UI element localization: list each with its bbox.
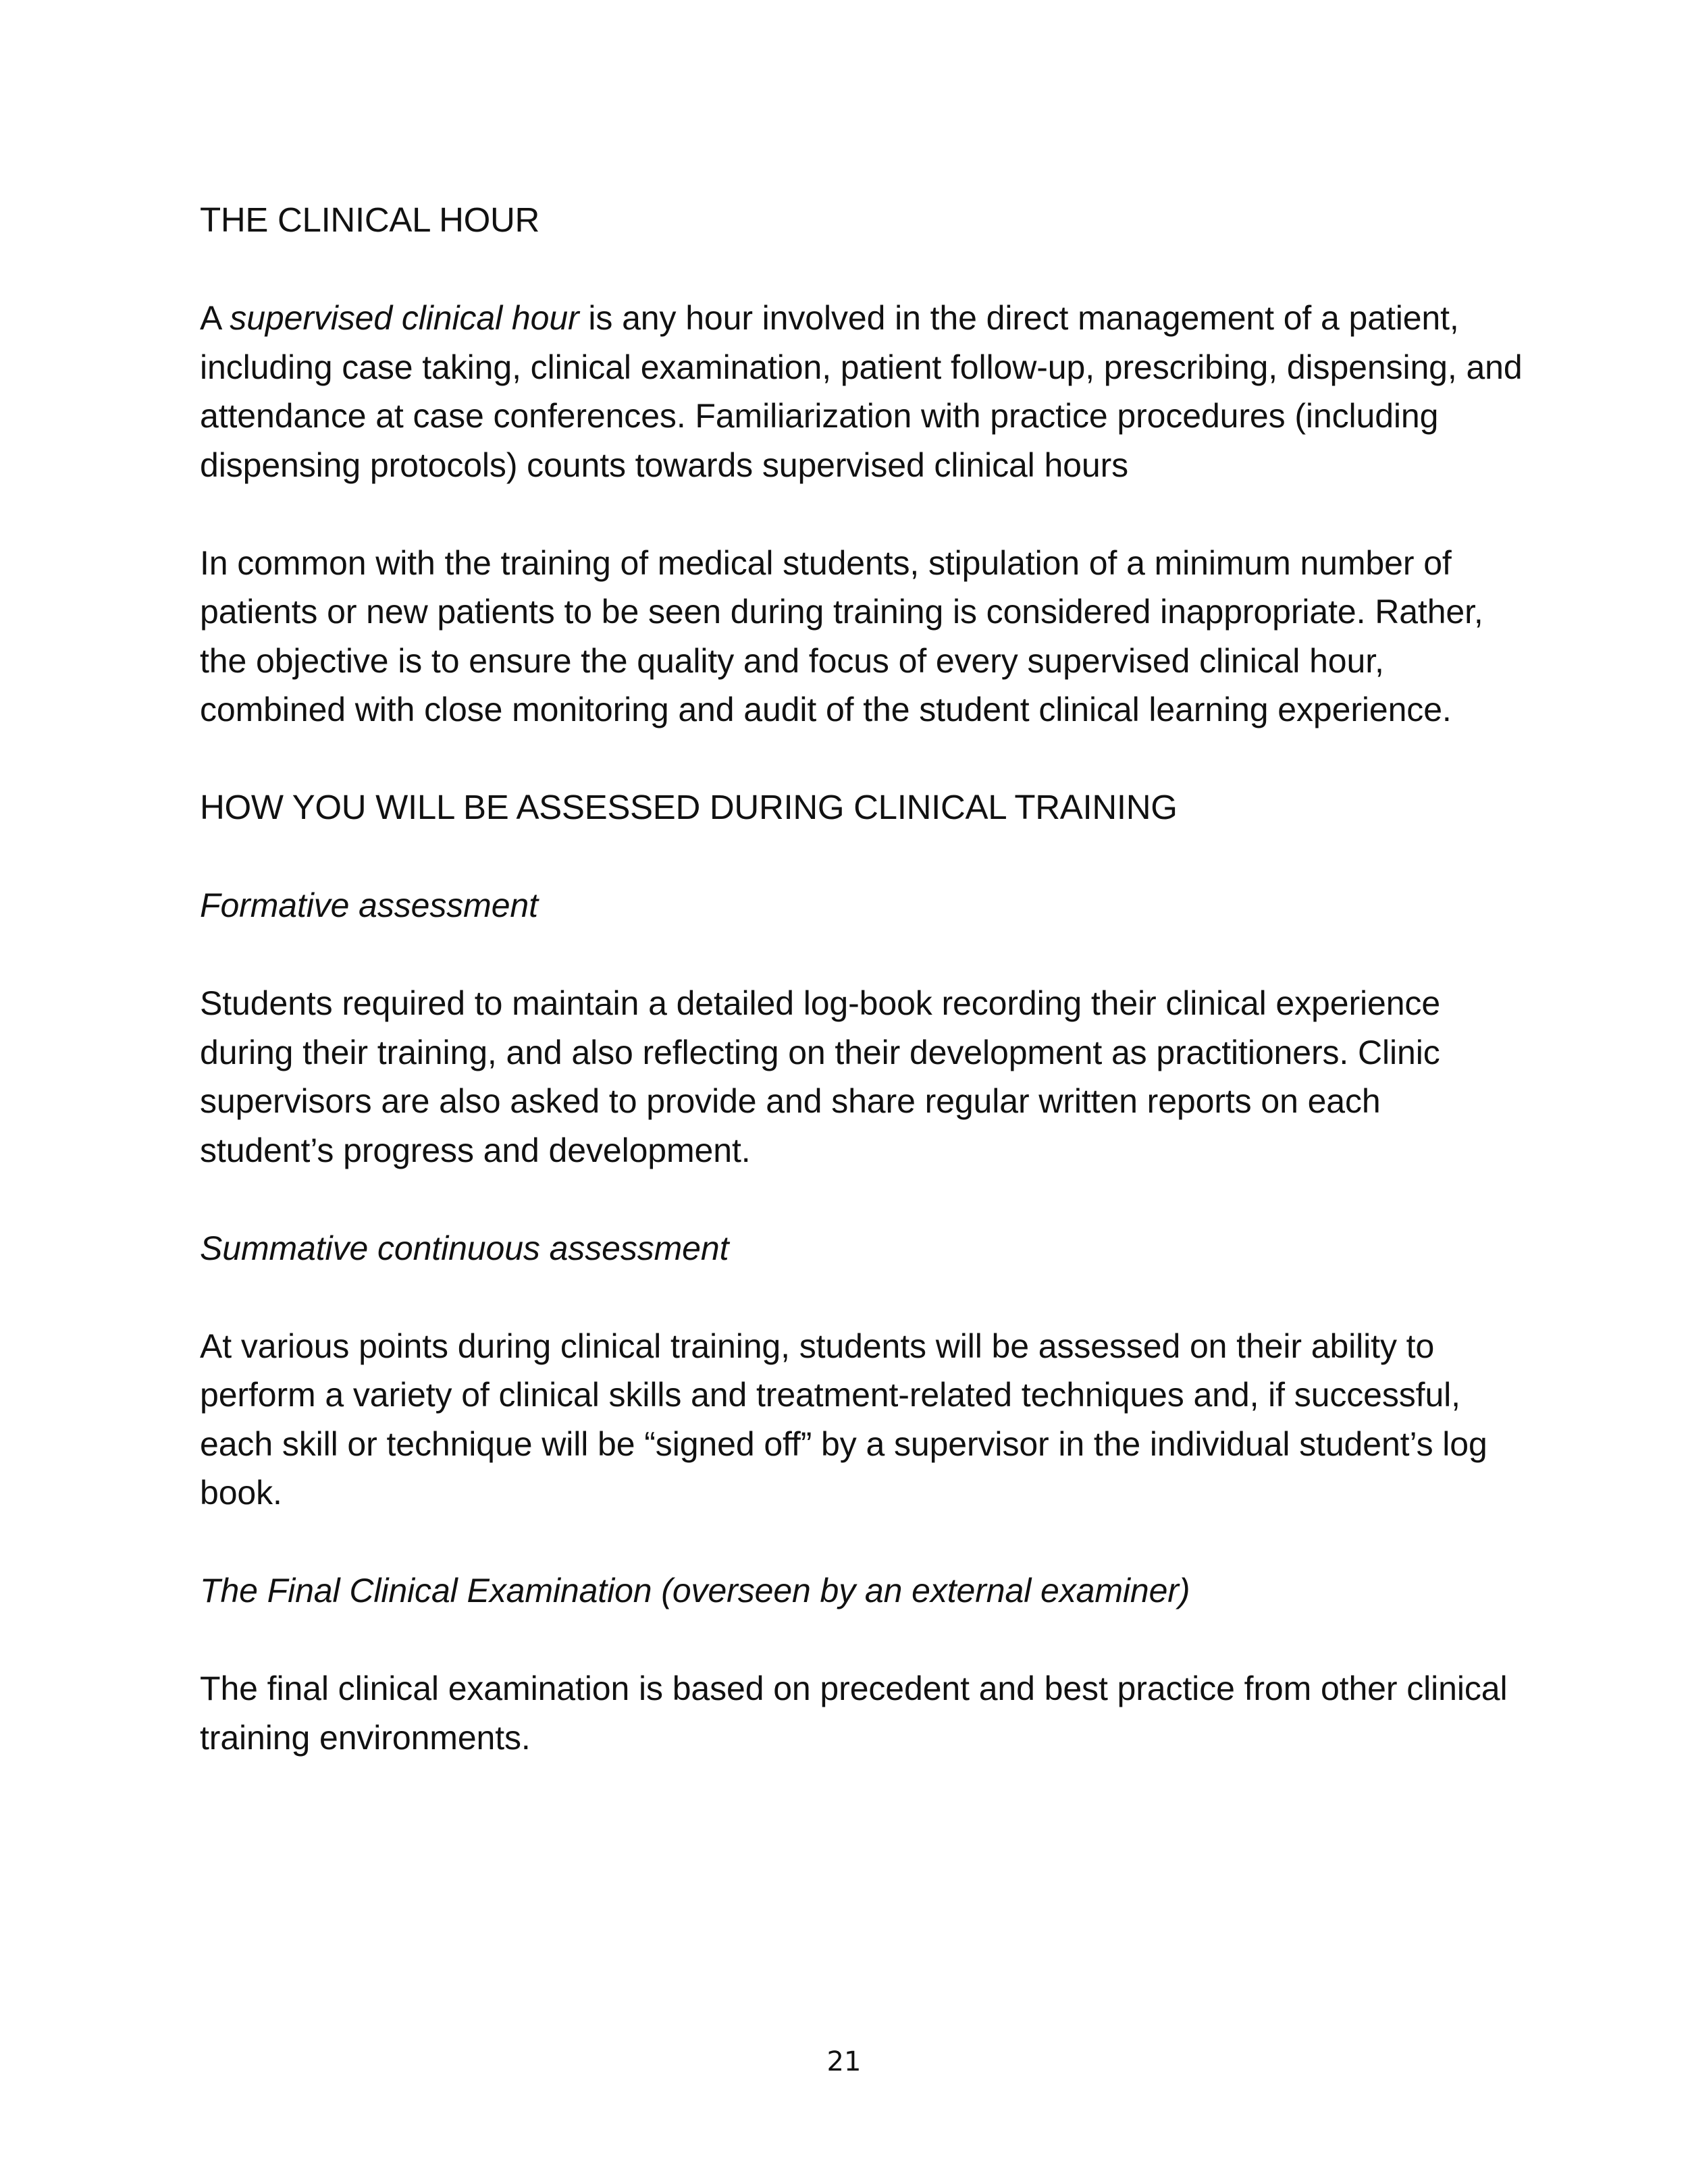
heading-clinical-hour: THE CLINICAL HOUR (200, 201, 540, 239)
paragraph-supervised-clinical-hour (200, 294, 1523, 489)
term-supervised-clinical-hour: supervised clinical hour (230, 299, 579, 337)
page-content (200, 196, 1523, 1811)
paragraph-summative: At various points during clinical training, students will be assessed on their ability to perform a variety of clinical skills and treatment-related techniques and, if successful, each skill or technique will be “signed off” by a supervisor in the individual student’s log book. (200, 1327, 1487, 1512)
subheading-final-exam: The Final Clinical Examination (overseen by an external examiner) (200, 1572, 1190, 1609)
subheading-summative: Summative continuous assessment (200, 1229, 729, 1267)
paragraph-formative: Students required to maintain a detailed log-book recording their clinical experience during their training, and also reflecting on their development as practitioners. Clinic supervisors are also asked to provide and share regular written reports on each student’s progress and development. (200, 984, 1441, 1169)
subheading-formative: Formative assessment (200, 886, 538, 924)
paragraph-minimum-patients: In common with the training of medical students, stipulation of a minimum number of patients or new patients to be seen during training is considered inappropriate. Rather, the objective is to ensure the quality and focus of every supervised clinical hour, combined with close monitoring and audit of the student clinical learning experience. (200, 543, 1483, 728)
paragraph-rest: is any hour involved in the direct management of a patient, including case taking, clinical examination, patient follow-up, prescribing, dispensing, and attendance at case conferences. Familiarization with practice procedures (including dispensing protocols) counts towards supervised clinical hours (200, 299, 1523, 484)
heading-assessment: HOW YOU WILL BE ASSESSED DURING CLINICAL TRAINING (200, 788, 1178, 826)
paragraph-prefix: A (200, 299, 230, 337)
page-number: 21 (826, 2046, 862, 2077)
paragraph-final-exam: The final clinical examination is based on precedent and best practice from other clinical training environments. (200, 1670, 1508, 1757)
